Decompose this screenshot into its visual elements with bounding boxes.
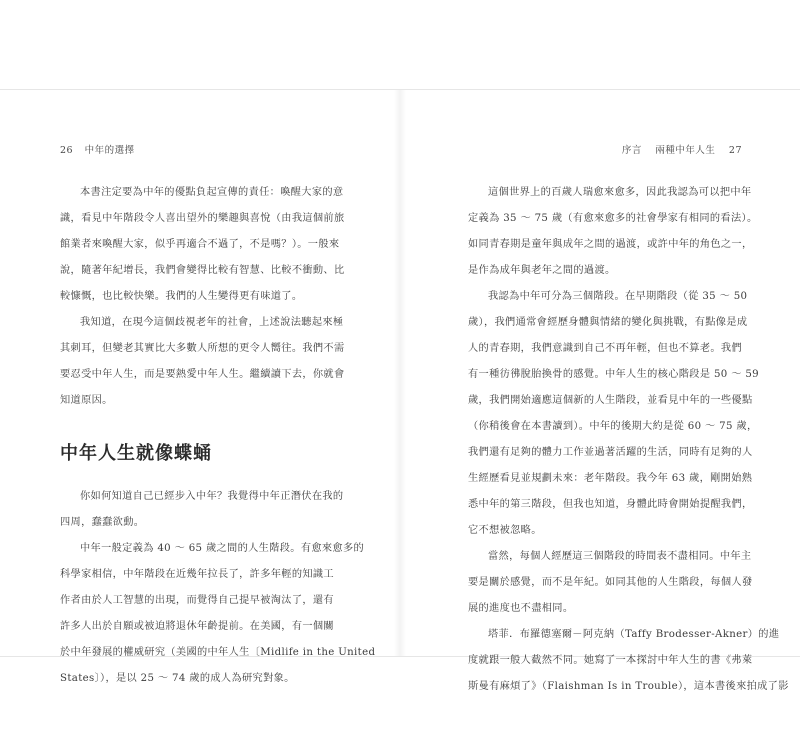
text-line: 四周，蠢蠢欲動。 [60, 517, 145, 528]
left-page-body [60, 180, 376, 692]
text-line: 人的青春期，我們意識到自己不再年輕，但也不算老。我們 [468, 343, 742, 354]
text-line: 我認為中年可分為三個階段。在早期階段（從 35 ～ 50 [488, 291, 748, 302]
left-paragraph-1 [60, 180, 345, 310]
text-line: 度就跟一般人截然不同。她寫了一本探討中年人生的書《弗萊 [468, 655, 753, 666]
text-line: （你稍後會在本書讀到）。中年的後期大約是從 60 ～ 75 歲， [468, 421, 758, 432]
text-line: 斯曼有麻煩了》（Flaishman Is in Trouble），這本書後來拍成了影 [468, 681, 789, 692]
left-page-number: 26 [60, 145, 74, 156]
text-line: 說，隨著年紀增長，我們會變得比較有智慧、比較不衝動、比 [60, 265, 345, 276]
text-line: 要忍受中年人生，而是要熱愛中年人生。繼續讀下去，你就會 [60, 369, 345, 380]
left-running-header [60, 142, 135, 156]
text-line: 如同青春期是童年與成年之間的過渡，或許中年的角色之一， [468, 239, 753, 250]
left-paragraph-3 [60, 484, 344, 536]
text-line: 展的進度也不盡相同。 [468, 603, 574, 614]
right-running-header [622, 142, 742, 156]
section-heading: 中年人生就像蝶蛹 [60, 443, 212, 464]
text-line: 有一種彷彿脫胎換骨的感覺。中年人生的核心階段是 50 ～ 59 [468, 369, 759, 380]
right-page-body [468, 180, 789, 700]
text-line: 作者由於人工智慧的出現，而覺得自己提早被淘汰了，還有 [60, 595, 334, 606]
text-line: 本書注定要為中年的優點負起宣傳的責任：喚醒大家的意 [80, 187, 344, 198]
right-paragraph-3 [468, 544, 753, 622]
text-line: 要是關於感覺，而不是年紀。如同其他的人生階段，每個人發 [468, 577, 753, 588]
text-line: 我們還有足夠的體力工作並過著活躍的生活，同時有足夠的人 [468, 447, 753, 458]
text-line: 生經歷看見並規劃未來：老年階段。我今年 63 歲，剛開始熟 [468, 473, 753, 484]
right-running-title: 兩種中年人生 [655, 145, 716, 156]
left-page [0, 90, 400, 684]
left-running-title: 中年的選擇 [84, 145, 135, 156]
right-paragraph-2 [468, 284, 759, 544]
right-paragraph-1 [468, 180, 758, 284]
text-line: 這個世界上的百歲人瑞愈來愈多，因此我認為可以把中年 [488, 187, 752, 198]
text-line: 科學家相信，中年階段在近幾年拉長了，許多年輕的知識工 [60, 569, 334, 580]
text-line: 較慷慨，也比較快樂。我們的人生變得更有味道了。 [60, 291, 303, 302]
text-line: 當然，每個人經歷這三個階段的時間表不盡相同。中年主 [488, 551, 752, 562]
text-line: 它不想被忽略。 [468, 525, 542, 536]
right-page [400, 90, 800, 692]
right-page-number: 27 [728, 145, 742, 156]
text-line: 我知道，在現今這個歧視老年的社會，上述說法聽起來極 [80, 317, 344, 328]
text-line: 識，看見中年階段令人喜出望外的樂趣與喜悅（由我這個前旅 [60, 213, 345, 224]
text-line: 塔菲．布羅德塞爾－阿克納（Taffy Brodesser-Akner）的進 [488, 629, 780, 640]
text-line: 館業者來喚醒大家，似乎再適合不過了，不是嗎？）。一般來 [60, 239, 340, 250]
right-section-label: 序言 [621, 145, 642, 156]
text-line: 許多人出於自願或被迫將退休年齡提前。在美國，有一個關 [60, 621, 334, 632]
text-line: 於中年發展的權威研究（美國的中年人生〔Midlife in the United [60, 647, 376, 658]
book-spread [0, 89, 800, 692]
text-line: 歲，我們開始適應這個新的人生階段，並看見中年的一些優點 [468, 395, 753, 406]
left-paragraph-4 [60, 536, 376, 692]
text-line: 你如何知道自己已經步入中年？我覺得中年正潛伏在我的 [80, 491, 344, 502]
text-line: 中年一般定義為 40 ～ 65 歲之間的人生階段。有愈來愈多的 [80, 543, 365, 554]
text-line: States〕），是以 25 ～ 74 歲的成人為研究對象。 [60, 673, 295, 684]
text-line: 定義為 35 ～ 75 歲（有愈來愈多的社會學家有相同的看法）。 [468, 213, 758, 224]
left-paragraph-2 [60, 310, 345, 414]
text-line: 其刺耳，但變老其實比大多數人所想的更令人嚮往。我們不需 [60, 343, 345, 354]
text-line: 悉中年的第三階段，但我也知道，身體此時會開始提醒我們， [468, 499, 753, 510]
text-line: 歲），我們通常會經歷身體與情緒的變化與挑戰，有點像是成 [468, 317, 748, 328]
text-line: 是作為成年與老年之間的過渡。 [468, 265, 616, 276]
text-line: 知道原因。 [60, 395, 113, 406]
right-paragraph-4 [468, 622, 789, 700]
